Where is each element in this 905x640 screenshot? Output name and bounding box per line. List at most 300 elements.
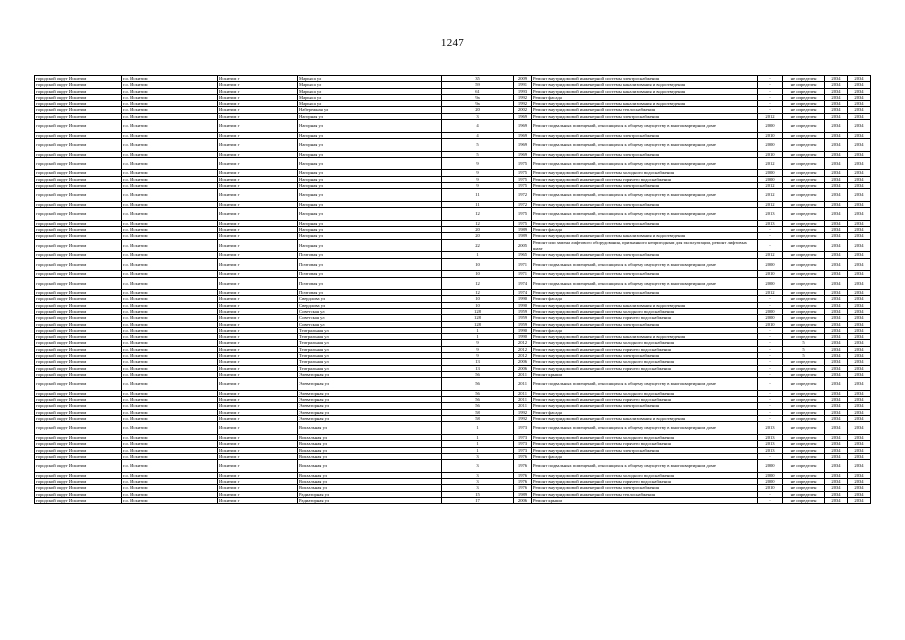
cell-build-year: 1965 (514, 252, 532, 258)
cell-planned-period: не определен (783, 441, 825, 447)
cell-municipality: г.о. Искитим (122, 403, 218, 409)
cell-municipality: г.о. Искитим (122, 107, 218, 113)
cell-build-year: 1992 (514, 416, 532, 422)
cell-settlement: Искитим г (218, 422, 298, 435)
cell-district: городской округ Искитим (35, 107, 122, 113)
cell-start-year: 2034 (825, 390, 848, 396)
cell-end-year: 2034 (848, 183, 871, 189)
cell-build-year: 1976 (514, 472, 532, 478)
cell-planned-period: не определен (783, 208, 825, 221)
cell-start-year: 2034 (825, 472, 848, 478)
cell-house-number: 9 (442, 183, 514, 189)
cell-end-year: 2034 (848, 346, 871, 352)
cell-street: Марьяса ул (298, 101, 442, 107)
cell-municipality: г.о. Искитим (122, 157, 218, 170)
cell-municipality: г.о. Искитим (122, 434, 218, 440)
cell-planned-period: не определен (783, 201, 825, 207)
cell-end-year: 2034 (848, 390, 871, 396)
cell-work-type: Ремонт фасада (532, 227, 758, 233)
cell-settlement: Искитим г (218, 132, 298, 138)
cell-build-year: 1990 (514, 302, 532, 308)
cell-work-type: Ремонт внутридомовой инженерной системы электроснабжения (532, 183, 758, 189)
cell-last-repair-year: 2000 (758, 315, 783, 321)
cell-municipality: г.о. Искитим (122, 227, 218, 233)
cell-planned-period: не определен (783, 277, 825, 290)
cell-start-year: 2034 (825, 491, 848, 497)
cell-build-year: 1989 (514, 491, 532, 497)
cell-start-year: 2034 (825, 321, 848, 327)
cell-house-number: 56 (442, 403, 514, 409)
cell-district: городской округ Искитим (35, 485, 122, 491)
cell-settlement: Искитим г (218, 101, 298, 107)
cell-street: Радиаторная ул (298, 497, 442, 503)
cell-house-number: 9а (442, 94, 514, 100)
cell-house-number: 20 (442, 233, 514, 239)
table-row (35, 460, 871, 473)
cell-street: Элеваторная ул (298, 409, 442, 415)
cell-start-year: 2034 (825, 479, 848, 485)
cell-work-type: Ремонт подвальных помещений, относящихся к общему имуществу в многоквартирном доме (532, 138, 758, 151)
cell-settlement: Искитим г (218, 208, 298, 221)
cell-end-year: 2034 (848, 258, 871, 271)
cell-settlement: Искитим г (218, 479, 298, 485)
cell-build-year: 1969 (514, 151, 532, 157)
cell-last-repair-year: - (758, 94, 783, 100)
cell-house-number: 22 (442, 239, 514, 252)
cell-build-year: 2012 (514, 353, 532, 359)
cell-build-year: 1991 (514, 82, 532, 88)
cell-street: Элеваторная ул (298, 371, 442, 377)
cell-planned-period: не определен (783, 422, 825, 435)
cell-work-type: Ремонт подвальных помещений, относящихся к общему имуществу в многоквартирном доме (532, 422, 758, 435)
cell-settlement: Искитим г (218, 296, 298, 302)
cell-start-year: 2034 (825, 113, 848, 119)
cell-work-type: Ремонт внутридомовой инженерной системы электроснабжения (532, 321, 758, 327)
cell-municipality: г.о. Искитим (122, 315, 218, 321)
cell-house-number: 20 (442, 227, 514, 233)
cell-municipality: г.о. Искитим (122, 252, 218, 258)
cell-house-number: 3 (442, 460, 514, 473)
cell-district: городской округ Искитим (35, 441, 122, 447)
cell-settlement: Искитим г (218, 365, 298, 371)
cell-house-number: 56 (442, 371, 514, 377)
cell-start-year: 2034 (825, 183, 848, 189)
cell-work-type: Ремонт фасада (532, 94, 758, 100)
page-number: 1247 (440, 37, 465, 49)
cell-municipality: г.о. Искитим (122, 120, 218, 133)
cell-municipality: г.о. Искитим (122, 170, 218, 176)
cell-start-year: 2034 (825, 82, 848, 88)
cell-municipality: г.о. Искитим (122, 409, 218, 415)
cell-start-year: 2034 (825, 485, 848, 491)
cell-end-year: 2034 (848, 208, 871, 221)
cell-work-type: Ремонт фасада (532, 453, 758, 459)
cell-settlement: Искитим г (218, 189, 298, 202)
cell-house-number: 1 (442, 434, 514, 440)
cell-municipality: г.о. Искитим (122, 151, 218, 157)
cell-settlement: Искитим г (218, 327, 298, 333)
cell-end-year: 2034 (848, 441, 871, 447)
cell-settlement: Искитим г (218, 472, 298, 478)
cell-municipality: г.о. Искитим (122, 479, 218, 485)
cell-work-type: Ремонт внутридомовой инженерной системы канализования и водоотведения (532, 416, 758, 422)
cell-street: Театральная ул (298, 365, 442, 371)
cell-municipality: г.о. Искитим (122, 371, 218, 377)
cell-planned-period: не определен (783, 176, 825, 182)
cell-house-number: 10 (442, 302, 514, 308)
cell-settlement: Искитим г (218, 227, 298, 233)
cell-planned-period: не определен (783, 157, 825, 170)
cell-planned-period: не определен (783, 101, 825, 107)
cell-district: городской округ Искитим (35, 447, 122, 453)
cell-house-number: 1 (442, 422, 514, 435)
cell-district: городской округ Искитим (35, 315, 122, 321)
cell-district: городской округ Искитим (35, 258, 122, 271)
cell-municipality: г.о. Искитим (122, 441, 218, 447)
cell-house-number: 17 (442, 497, 514, 503)
cell-house-number: 13 (442, 359, 514, 365)
cell-last-repair-year: - (758, 346, 783, 352)
cell-end-year: 2034 (848, 497, 871, 503)
cell-street: Элеваторная ул (298, 403, 442, 409)
cell-work-type: Ремонт внутридомовой инженерной системы горячего водоснабжения (532, 346, 758, 352)
cell-municipality: г.о. Искитим (122, 472, 218, 478)
cell-settlement: Искитим г (218, 233, 298, 239)
cell-municipality: г.о. Искитим (122, 132, 218, 138)
cell-last-repair-year: 2012 (758, 157, 783, 170)
cell-street: Вокзальная ул (298, 434, 442, 440)
cell-settlement: Искитим г (218, 346, 298, 352)
cell-settlement: Искитим г (218, 220, 298, 226)
cell-end-year: 2034 (848, 315, 871, 321)
cell-start-year: 2034 (825, 189, 848, 202)
cell-district: городской округ Искитим (35, 327, 122, 333)
cell-municipality: г.о. Искитим (122, 138, 218, 151)
cell-build-year: 1990 (514, 296, 532, 302)
cell-work-type: Ремонт внутридомовой инженерной системы холодного водоснабжения (532, 390, 758, 396)
cell-last-repair-year: 2012 (758, 201, 783, 207)
cell-settlement: Искитим г (218, 271, 298, 277)
cell-house-number: 12 (442, 220, 514, 226)
cell-last-repair-year: 2012 (758, 189, 783, 202)
cell-district: городской округ Искитим (35, 132, 122, 138)
cell-house-number: 5 (442, 138, 514, 151)
cell-work-type: Ремонт внутридомовой инженерной системы электроснабжения (532, 113, 758, 119)
cell-work-type: Ремонт внутридомовой инженерной системы горячего водоснабжения (532, 315, 758, 321)
cell-planned-period: не определен (783, 378, 825, 391)
cell-municipality: г.о. Искитим (122, 271, 218, 277)
cell-house-number: 13 (442, 365, 514, 371)
cell-municipality: г.о. Искитим (122, 397, 218, 403)
cell-start-year: 2034 (825, 353, 848, 359)
cell-start-year: 2034 (825, 208, 848, 221)
cell-build-year: 1990 (514, 334, 532, 340)
cell-work-type: Ремонт внутридомовой инженерной системы канализования и водоотведения (532, 233, 758, 239)
cell-build-year: 1976 (514, 485, 532, 491)
cell-district: городской округ Искитим (35, 365, 122, 371)
cell-end-year: 2034 (848, 296, 871, 302)
cell-planned-period: не определен (783, 460, 825, 473)
cell-start-year: 2034 (825, 239, 848, 252)
cell-last-repair-year: 2010 (758, 321, 783, 327)
cell-settlement: Искитим г (218, 151, 298, 157)
cell-settlement: Искитим г (218, 397, 298, 403)
cell-last-repair-year: - (758, 378, 783, 391)
cell-start-year: 2034 (825, 346, 848, 352)
cell-street: Театральная ул (298, 327, 442, 333)
cell-house-number: 35 (442, 76, 514, 82)
cell-planned-period: не определен (783, 296, 825, 302)
cell-district: городской округ Искитим (35, 208, 122, 221)
cell-district: городской округ Искитим (35, 296, 122, 302)
cell-build-year: 1969 (514, 120, 532, 133)
cell-start-year: 2034 (825, 138, 848, 151)
cell-district: городской округ Искитим (35, 290, 122, 296)
cell-planned-period: не определен (783, 409, 825, 415)
cell-build-year: 2002 (514, 107, 532, 113)
cell-end-year: 2034 (848, 422, 871, 435)
cell-last-repair-year: - (758, 397, 783, 403)
cell-last-repair-year: 2000 (758, 120, 783, 133)
cell-planned-period: не определен (783, 82, 825, 88)
cell-end-year: 2034 (848, 170, 871, 176)
cell-last-repair-year: 2013 (758, 220, 783, 226)
cell-build-year: 1992 (514, 409, 532, 415)
cell-municipality: г.о. Искитим (122, 296, 218, 302)
cell-planned-period: не определен (783, 485, 825, 491)
cell-build-year: 1989 (514, 233, 532, 239)
cell-last-repair-year: 2010 (758, 271, 783, 277)
cell-work-type: Ремонт внутридомовой инженерной системы горячего водоснабжения (532, 441, 758, 447)
cell-municipality: г.о. Искитим (122, 416, 218, 422)
cell-build-year: 1975 (514, 157, 532, 170)
cell-work-type: Ремонт внутридомовой инженерной системы горячего водоснабжения (532, 176, 758, 182)
cell-municipality: г.о. Искитим (122, 485, 218, 491)
cell-house-number: 56 (442, 397, 514, 403)
cell-settlement: Искитим г (218, 378, 298, 391)
cell-street: Марьяса ул (298, 82, 442, 88)
cell-house-number: 10 (442, 258, 514, 271)
cell-district: городской округ Искитим (35, 434, 122, 440)
cell-street: Вокзальная ул (298, 453, 442, 459)
cell-house-number: 128 (442, 308, 514, 314)
cell-work-type: Ремонт внутридомовой инженерной системы электроснабжения (532, 290, 758, 296)
cell-house-number: 4 (442, 132, 514, 138)
cell-end-year: 2034 (848, 434, 871, 440)
cell-work-type: Ремонт фасада (532, 409, 758, 415)
cell-house-number: 9 (442, 176, 514, 182)
cell-last-repair-year: - (758, 409, 783, 415)
cell-settlement: Искитим г (218, 447, 298, 453)
cell-work-type: Ремонт фасада (532, 327, 758, 333)
cell-last-repair-year: - (758, 107, 783, 113)
cell-street: Нагорная ул (298, 208, 442, 221)
cell-start-year: 2034 (825, 460, 848, 473)
cell-work-type: Ремонт крыши (532, 371, 758, 377)
cell-street: Нагорная ул (298, 120, 442, 133)
capital-repair-table (34, 75, 871, 504)
cell-planned-period: не определен (783, 403, 825, 409)
cell-last-repair-year: - (758, 371, 783, 377)
cell-last-repair-year: 2012 (758, 252, 783, 258)
cell-build-year: 1992 (514, 101, 532, 107)
cell-work-type: Ремонт подвальных помещений, относящихся к общему имуществу в многоквартирном доме (532, 378, 758, 391)
cell-district: городской округ Искитим (35, 403, 122, 409)
cell-last-repair-year: - (758, 302, 783, 308)
cell-build-year: 1971 (514, 271, 532, 277)
cell-street: Элеваторная ул (298, 397, 442, 403)
cell-settlement: Искитим г (218, 416, 298, 422)
cell-settlement: Искитим г (218, 176, 298, 182)
cell-house-number: 12 (442, 277, 514, 290)
cell-district: городской округ Искитим (35, 113, 122, 119)
cell-start-year: 2034 (825, 101, 848, 107)
cell-house-number: 56 (442, 390, 514, 396)
cell-end-year: 2034 (848, 233, 871, 239)
cell-settlement: Искитим г (218, 491, 298, 497)
cell-build-year: 2011 (514, 390, 532, 396)
cell-street: Вокзальная ул (298, 460, 442, 473)
cell-start-year: 2034 (825, 227, 848, 233)
cell-start-year: 2034 (825, 334, 848, 340)
cell-work-type: Ремонт подвальных помещений, относящихся к общему имуществу в многоквартирном доме (532, 460, 758, 473)
table-row (35, 120, 871, 133)
cell-end-year: 2034 (848, 138, 871, 151)
table-row (35, 277, 871, 290)
cell-build-year: 1959 (514, 308, 532, 314)
cell-start-year: 2034 (825, 94, 848, 100)
cell-build-year: 1975 (514, 183, 532, 189)
cell-street: Нагорная ул (298, 113, 442, 119)
cell-street: Нагорная ул (298, 183, 442, 189)
cell-last-repair-year: 2000 (758, 138, 783, 151)
cell-work-type: Ремонт внутридомовой инженерной системы холодного водоснабжения (532, 434, 758, 440)
cell-start-year: 2034 (825, 132, 848, 138)
cell-build-year: 2011 (514, 378, 532, 391)
cell-street: Советская ул (298, 315, 442, 321)
cell-work-type: Ремонт внутридомовой инженерной системы холодного водоснабжения (532, 308, 758, 314)
cell-settlement: Искитим г (218, 434, 298, 440)
cell-work-type: Ремонт крыши (532, 497, 758, 503)
cell-planned-period: не определен (783, 132, 825, 138)
cell-house-number: 1 (442, 334, 514, 340)
cell-work-type: Ремонт внутридомовой инженерной системы электроснабжения (532, 151, 758, 157)
cell-settlement: Искитим г (218, 359, 298, 365)
cell-planned-period: не определен (783, 302, 825, 308)
cell-street: Почтовая ул (298, 258, 442, 271)
cell-street: Элеваторная ул (298, 416, 442, 422)
cell-start-year: 2034 (825, 302, 848, 308)
table-row (35, 378, 871, 391)
cell-house-number: 9 (442, 353, 514, 359)
cell-settlement: Искитим г (218, 460, 298, 473)
cell-street: Почтовая ул (298, 277, 442, 290)
cell-settlement: Искитим г (218, 497, 298, 503)
table-row (35, 239, 871, 252)
cell-start-year: 2034 (825, 290, 848, 296)
cell-municipality: г.о. Искитим (122, 82, 218, 88)
cell-work-type: Ремонт внутридомовой инженерной системы горячего водоснабжения (532, 479, 758, 485)
cell-house-number: 1 (442, 252, 514, 258)
cell-street: Марьяса ул (298, 94, 442, 100)
cell-planned-period: не определен (783, 371, 825, 377)
cell-settlement: Искитим г (218, 390, 298, 396)
cell-last-repair-year: - (758, 390, 783, 396)
cell-last-repair-year: 2012 (758, 113, 783, 119)
cell-house-number: 3 (442, 453, 514, 459)
cell-settlement: Искитим г (218, 315, 298, 321)
table-row (35, 138, 871, 151)
cell-start-year: 2034 (825, 151, 848, 157)
cell-house-number: 20 (442, 107, 514, 113)
cell-district: городской округ Искитим (35, 422, 122, 435)
cell-house-number: 4 (442, 120, 514, 133)
cell-end-year: 2034 (848, 403, 871, 409)
cell-district: городской округ Искитим (35, 416, 122, 422)
cell-planned-period: не определен (783, 472, 825, 478)
cell-end-year: 2034 (848, 416, 871, 422)
cell-end-year: 2034 (848, 302, 871, 308)
cell-start-year: 2034 (825, 170, 848, 176)
cell-street: Радиаторная ул (298, 491, 442, 497)
cell-street: Свердлова ул (298, 296, 442, 302)
cell-street: Марьяса ул (298, 76, 442, 82)
cell-build-year: 1975 (514, 220, 532, 226)
cell-planned-period: не определен (783, 308, 825, 314)
cell-end-year: 2034 (848, 290, 871, 296)
cell-end-year: 2034 (848, 353, 871, 359)
cell-last-repair-year: 2000 (758, 460, 783, 473)
cell-last-repair-year: 2000 (758, 479, 783, 485)
cell-district: городской округ Искитим (35, 302, 122, 308)
cell-settlement: Искитим г (218, 441, 298, 447)
cell-build-year: 1973 (514, 434, 532, 440)
cell-house-number: 3 (442, 479, 514, 485)
cell-build-year: 2009 (514, 76, 532, 82)
cell-end-year: 2034 (848, 157, 871, 170)
cell-build-year: 1972 (514, 189, 532, 202)
cell-work-type: Ремонт внутридомовой инженерной системы электроснабжения (532, 485, 758, 491)
cell-municipality: г.о. Искитим (122, 353, 218, 359)
cell-house-number: 5 (442, 151, 514, 157)
cell-district: городской округ Искитим (35, 138, 122, 151)
cell-end-year: 2034 (848, 472, 871, 478)
cell-house-number: 1 (442, 327, 514, 333)
cell-start-year: 2034 (825, 422, 848, 435)
cell-municipality: г.о. Искитим (122, 308, 218, 314)
cell-settlement: Искитим г (218, 94, 298, 100)
cell-build-year: 1976 (514, 479, 532, 485)
cell-end-year: 2034 (848, 176, 871, 182)
cell-work-type: Ремонт внутридомовой инженерной системы теплоснабжения (532, 107, 758, 113)
cell-house-number: 12 (442, 290, 514, 296)
cell-planned-period: не определен (783, 271, 825, 277)
cell-start-year: 2034 (825, 359, 848, 365)
cell-build-year: 1969 (514, 138, 532, 151)
cell-planned-period: не определен (783, 447, 825, 453)
cell-municipality: г.о. Искитим (122, 101, 218, 107)
table-row (35, 422, 871, 435)
cell-build-year: 2012 (514, 346, 532, 352)
cell-end-year: 2034 (848, 334, 871, 340)
cell-municipality: г.о. Искитим (122, 290, 218, 296)
cell-work-type: Ремонт внутридомовой инженерной системы электроснабжения (532, 252, 758, 258)
cell-planned-period: не определен (783, 107, 825, 113)
cell-end-year: 2034 (848, 378, 871, 391)
cell-work-type: Ремонт внутридомовой инженерной системы электроснабжения (532, 403, 758, 409)
cell-last-repair-year: - (758, 340, 783, 346)
cell-municipality: г.о. Искитим (122, 422, 218, 435)
